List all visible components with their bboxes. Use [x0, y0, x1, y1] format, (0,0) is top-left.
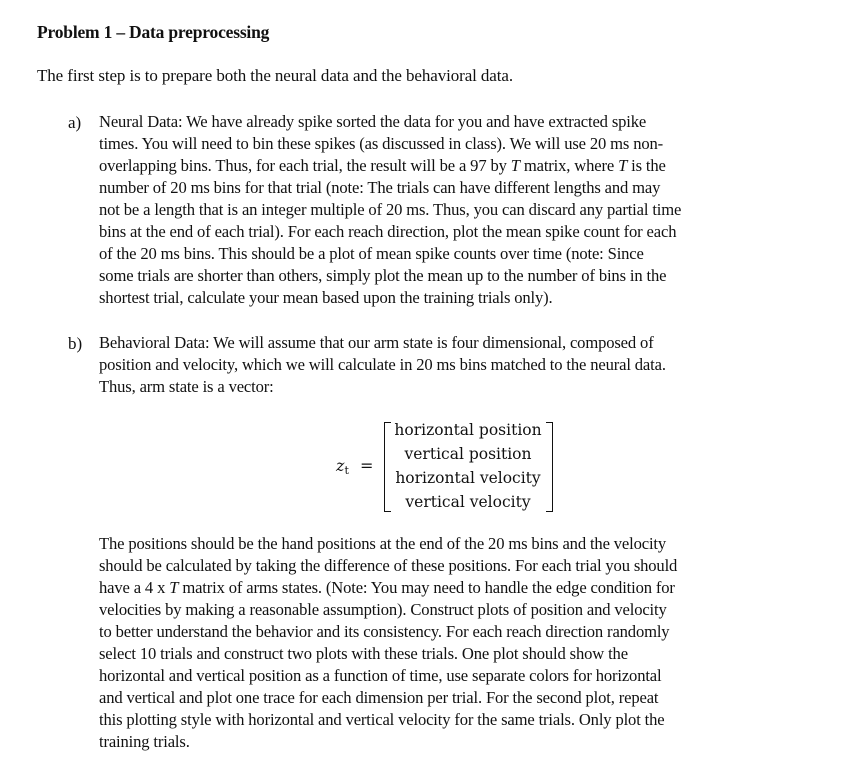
vector-entry: vertical position: [404, 445, 532, 463]
state-vector: [390, 418, 546, 514]
part-b-line: position and velocity, which we will calculate in 20 ms bins matched to the neural data.: [99, 355, 666, 374]
part-a-line: number of 20 ms bins for that trial (note: The trials can have different lengths and may: [99, 178, 661, 197]
part-b-line: should be calculated by taking the difference of these positions. For each trial you should: [99, 556, 678, 575]
part-a-line: shortest trial, calculate your mean based upon the training trials only).: [99, 288, 553, 307]
part-a-line: bins at the end of each trial). For each reach direction, plot the mean spike count for each: [99, 222, 677, 241]
arm-state-equation: [300, 418, 570, 518]
part-a-paragraph: [99, 111, 799, 309]
equation-lhs: [336, 456, 373, 475]
part-b-paragraph: [99, 332, 799, 398]
vector-entry: horizontal position: [394, 421, 542, 439]
part-a-line: of the 20 ms bins. This should be a plot of mean spike counts over time (note: Since: [99, 244, 644, 263]
part-b-line: have a 4 x T matrix of arms states. (Note: You may need to handle the edge condition for: [99, 578, 675, 597]
part-a-label: a): [68, 113, 82, 132]
part-a-line: overlapping bins. Thus, for each trial, the result will be a 97 by T matrix, where T is the: [99, 156, 666, 175]
part-a-line: not be a length that is an integer multiple of 20 ms. Thus, you can discard any partial time: [99, 200, 682, 219]
part-b-line: The positions should be the hand positions at the end of the 20 ms bins and the velocity: [99, 534, 667, 553]
part-b-line: to better understand the behavior and its consistency. For each reach direction randomly: [99, 622, 670, 641]
equals-sign: =: [359, 456, 374, 475]
vector-entry: vertical velocity: [405, 493, 531, 511]
part-b-label: b): [68, 334, 83, 353]
right-bracket: [546, 422, 553, 512]
part-b-line: select 10 trials and construct two plots with these trials. One plot should show the: [99, 644, 628, 663]
part-b-line: this plotting style with horizontal and vertical velocity for the same trials. Only plot the: [99, 710, 665, 729]
vector-entry: horizontal velocity: [395, 469, 541, 487]
part-b-line: Thus, arm state is a vector:: [99, 377, 274, 396]
part-a-line: times. You will need to bin these spikes (as discussed in class). We will use 20 ms non-: [99, 134, 664, 153]
part-b-line: velocities by making a reasonable assumption). Construct plots of position and velocity: [99, 600, 667, 619]
part-b-paragraph-continued: [99, 533, 799, 753]
part-b-line: and vertical and plot one trace for each dimension per trial. For the second plot, repeat: [99, 688, 659, 707]
part-b-line: horizontal and vertical position as a function of time, use separate colors for horizontal: [99, 666, 662, 685]
state-symbol: z: [336, 456, 345, 475]
part-b-line: Behavioral Data: We will assume that our arm state is four dimensional, composed of: [99, 333, 654, 352]
state-subscript: t: [344, 464, 349, 477]
part-a-line: some trials are shorter than others, simply plot the mean up to the number of bins in the: [99, 266, 667, 285]
intro-paragraph: The first step is to prepare both the neural data and the behavioral data.: [37, 66, 513, 85]
part-b-line: training trials.: [99, 732, 190, 751]
part-a-line: Neural Data: We have already spike sorted the data for you and have extracted spike: [99, 112, 647, 131]
problem-title: Problem 1 – Data preprocessing: [37, 22, 270, 42]
